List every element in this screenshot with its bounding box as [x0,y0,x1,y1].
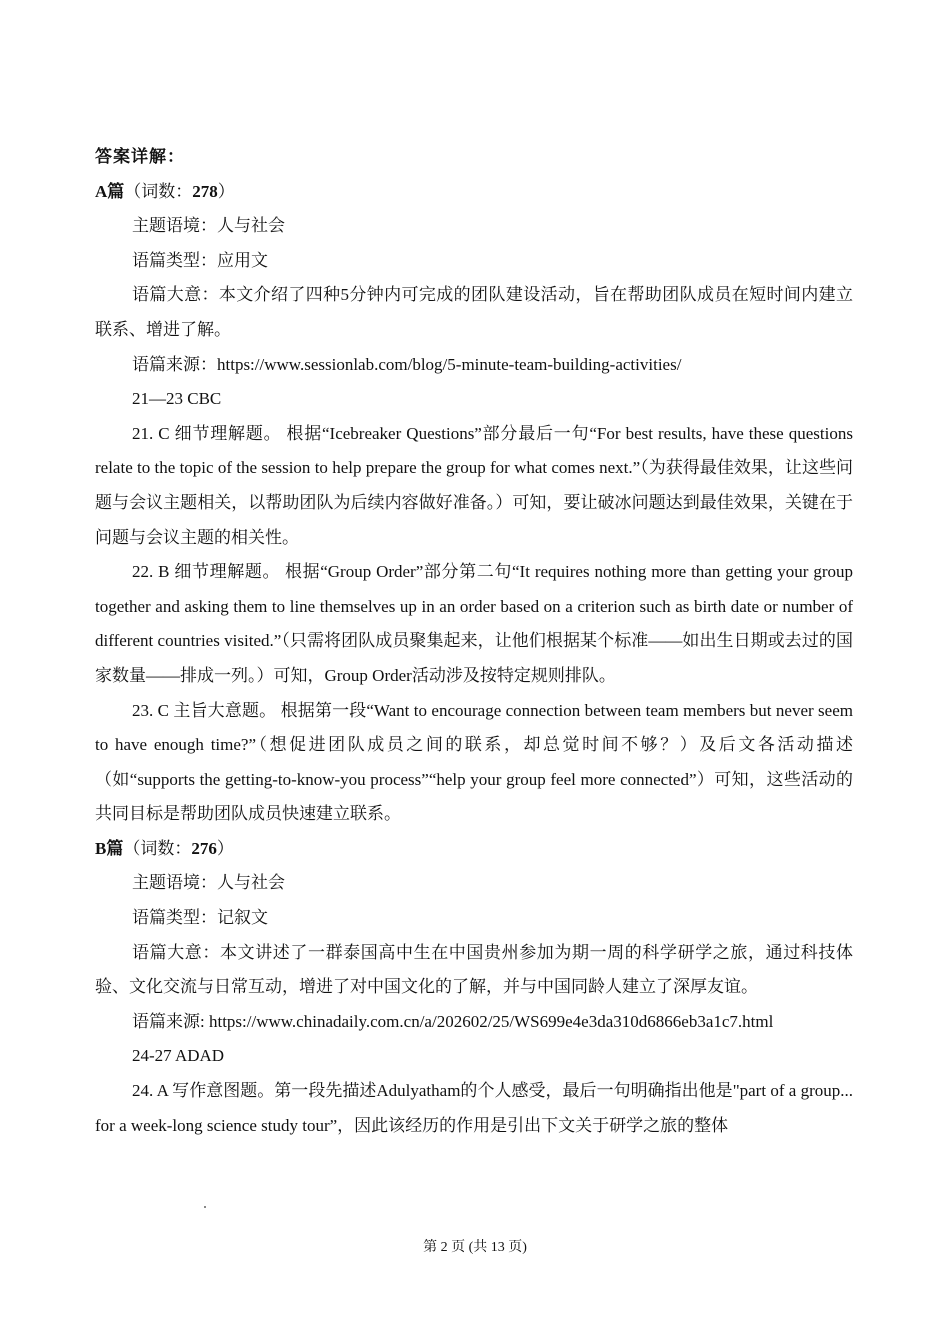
section-heading: 答案详解： [95,147,185,167]
passage-a-title [95,175,853,210]
question-21-explanation: 21. C 细节理解题。 根据“Icebreaker Questions”部分最后一句“For best results, have these questions relate to the topic of the session to help prepare the group for what comes next.”（为获得最佳效果，让这些问题与会议主题相关，以帮助团队为后续内容做好准备。）可知，要让破冰问题达到最佳效果，关键在于问题与会议主题的相关性。 [95,423,853,547]
passage-b-label: B篇 [95,838,124,858]
passage-b-word-count: 276 [191,838,217,858]
passage-a-source: 语篇来源：https://www.sessionlab.com/blog/5-minute-team-building-activities/ [132,354,682,374]
stray-mark [204,1206,206,1208]
passage-b-summary: 语篇大意：本文讲述了一群泰国高中生在中国贵州参加为期一周的科学研学之旅，通过科技体验、文化交流与日常互动，增进了对中国文化的了解，并与中国同龄人建立了深厚友谊。 [95,942,853,997]
passage-a-label: A篇 [95,181,125,201]
passage-a-genre: 语篇类型：应用文 [132,250,268,270]
answer-explanation [95,140,853,1143]
passage-b-answers: 24-27 ADAD [132,1046,225,1066]
word-count-prefix: （词数： [123,838,192,858]
passage-a-theme: 主题语境：人与社会 [132,216,285,236]
passage-b-title [95,832,853,867]
passage-b-source: 语篇来源: https://www.chinadaily.com.cn/a/202602/25/WS699e4e3da310d6866eb3a1c7.html [132,1011,774,1031]
page-number-footer: 第 2 页 (共 13 页) [423,1240,527,1255]
passage-a-summary: 语篇大意：本文介绍了四种5分钟内可完成的团队建设活动，旨在帮助团队成员在短时间内建立联系、增进了解。 [95,285,853,339]
question-24-explanation: 24. A 写作意图题。第一段先描述Adulyatham的个人感受，最后一句明确指出他是"part of a group... for a week-long science study tour”，因此该经历的作用是引出下文关于研学之旅的整体 [95,1081,853,1135]
question-22-explanation: 22. B 细节理解题。 根据“Group Order”部分第二句“It requires nothing more than getting your group together and asking them to line themselves up in an order based on a criterion such as birth date or number of different countries visited.”（只需将团队成员聚集起来，让他们根据某个标准——如出生日期或去过的国家数量——排成一列。）可知，Group Order活动涉及按特定规则排队。 [95,562,853,685]
word-count-prefix: （词数： [124,181,193,201]
word-count-suffix: ） [216,838,234,858]
passage-a-word-count: 278 [192,181,218,201]
passage-b-theme: 主题语境：人与社会 [132,873,285,893]
passage-b-genre: 语篇类型：记叙文 [132,908,268,928]
question-23-explanation: 23. C 主旨大意题。 根据第一段“Want to encourage connection between team members but never seem to have enough time?”（想促进团队成员之间的联系，却总觉时间不够？）及后文各活动描述（如“supports the getting-to-know-you process”“help your group feel more connected”）可知，这些活动的共同目标是帮助团队成员快速建立联系。 [95,700,853,824]
word-count-suffix: ） [217,181,235,201]
passage-a-answers: 21—23 CBC [132,389,222,409]
